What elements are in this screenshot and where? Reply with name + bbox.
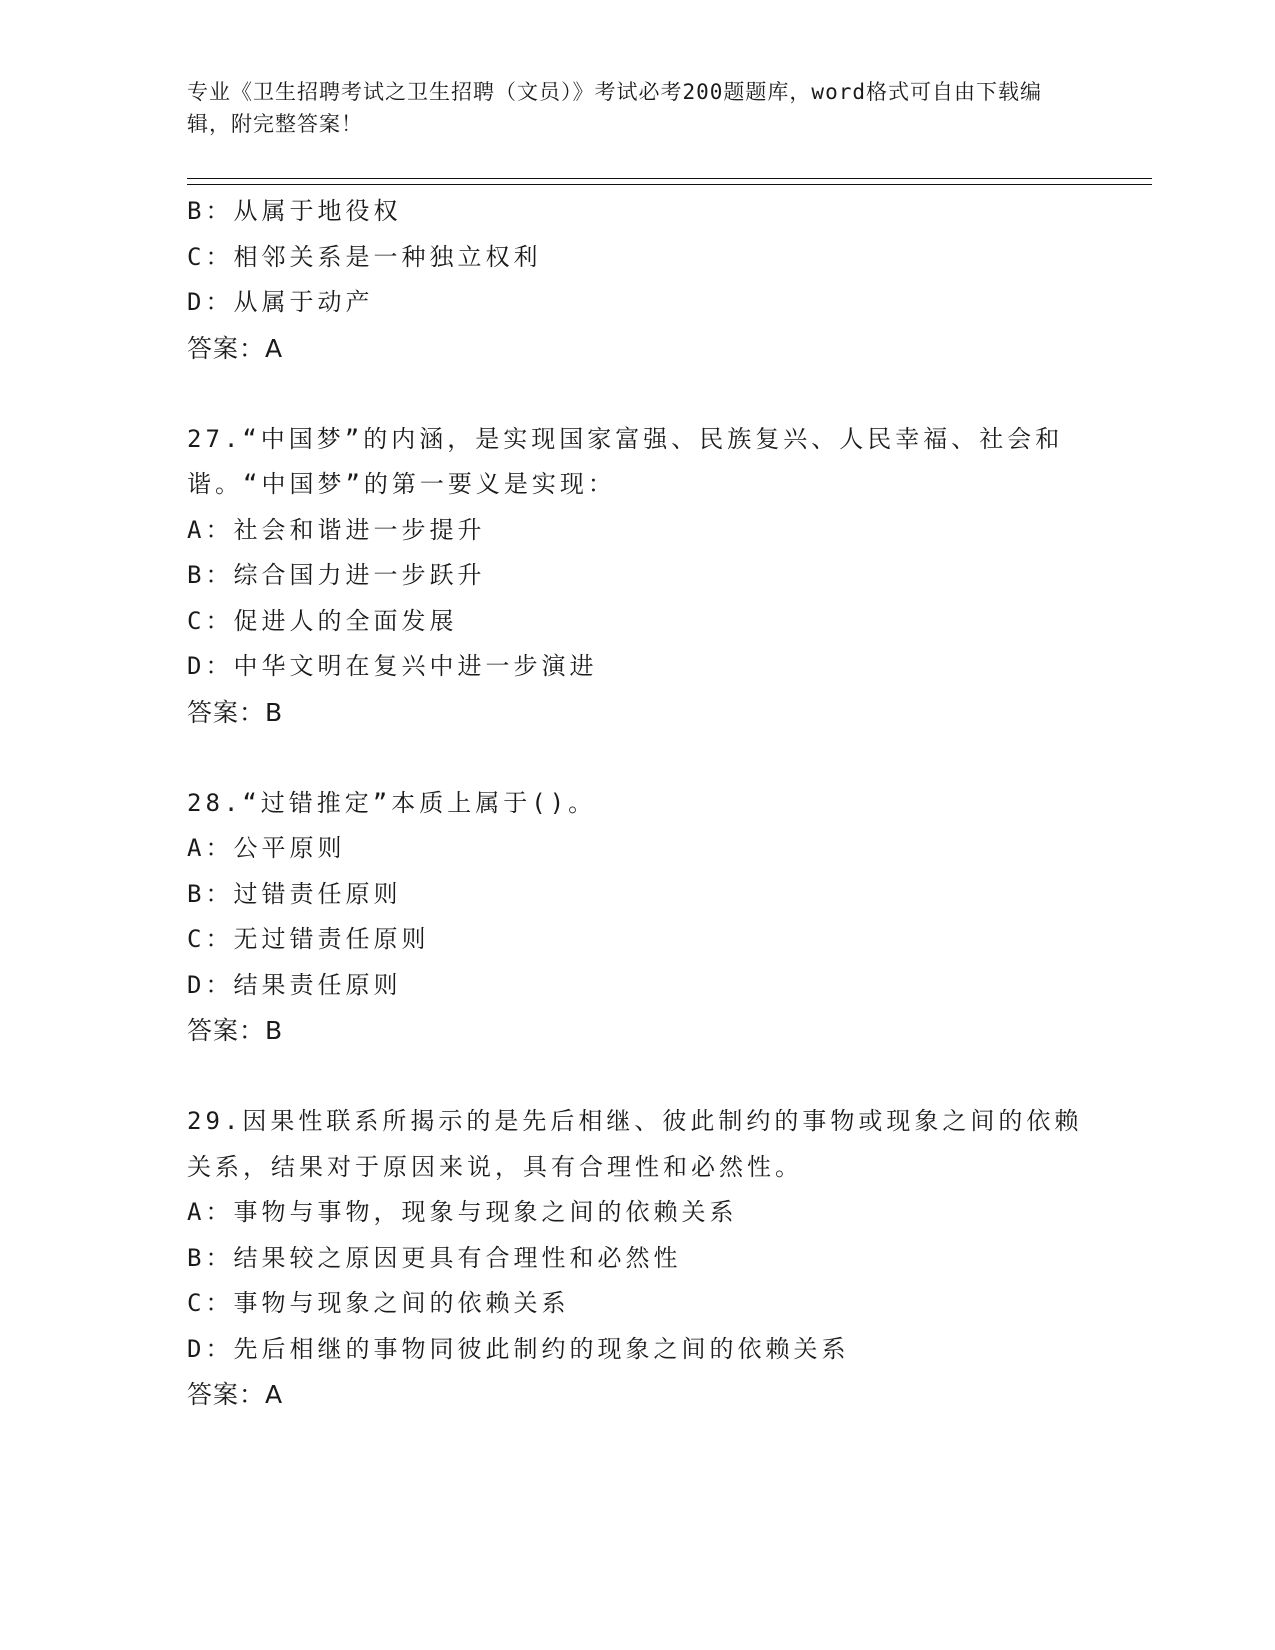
option-d: D：先后相继的事物同彼此制约的现象之间的依赖关系: [187, 1334, 850, 1363]
option-b: B：结果较之原因更具有合理性和必然性: [187, 1243, 682, 1272]
header-rule-bottom: [187, 184, 1152, 185]
answer-line: 答案：A: [187, 333, 284, 363]
option-a: A：社会和谐进一步提升: [187, 515, 486, 544]
answer-line: 答案：B: [187, 697, 284, 727]
option-a: A：公平原则: [187, 834, 346, 862]
option-c: C：无过错责任原则: [187, 925, 430, 953]
question-stem: 28.“过错推定”本质上属于()。: [187, 788, 597, 817]
question-stem: 27.“中国梦”的内涵，是实现国家富强、民族复兴、人民幸福、社会和谐。“中国梦”的第一要义是实现：: [187, 424, 1064, 498]
option-b: B：过错责任原则: [187, 879, 402, 908]
option-c: C：相邻关系是一种独立权利: [187, 242, 542, 271]
question-26-tail: [187, 189, 1087, 371]
question-list: [187, 189, 1087, 1418]
question-29: [187, 1099, 1087, 1418]
header-rule-top: [187, 178, 1152, 179]
document-header: 专业《卫生招聘考试之卫生招聘（文员）》考试必考200题题库，word格式可自由下载编辑，附完整答案！: [187, 80, 1042, 136]
question-stem: 29.因果性联系所揭示的是先后相继、彼此制约的事物或现象之间的依赖关系，结果对于原因来说，具有合理性和必然性。: [187, 1107, 1083, 1181]
option-d: D：中华文明在复兴中进一步演进: [187, 652, 598, 680]
option-a: A：事物与事物，现象与现象之间的依赖关系: [187, 1198, 738, 1226]
option-d: D：从属于动产: [187, 288, 374, 316]
question-28: [187, 781, 1087, 1054]
option-b: B：综合国力进一步跃升: [187, 561, 486, 589]
option-b: B：从属于地役权: [187, 197, 402, 225]
question-27: [187, 417, 1087, 736]
option-c: C：促进人的全面发展: [187, 606, 458, 635]
answer-line: 答案：A: [187, 1380, 284, 1409]
option-c: C：事物与现象之间的依赖关系: [187, 1289, 570, 1317]
answer-line: 答案：B: [187, 1016, 284, 1045]
option-d: D：结果责任原则: [187, 970, 402, 999]
